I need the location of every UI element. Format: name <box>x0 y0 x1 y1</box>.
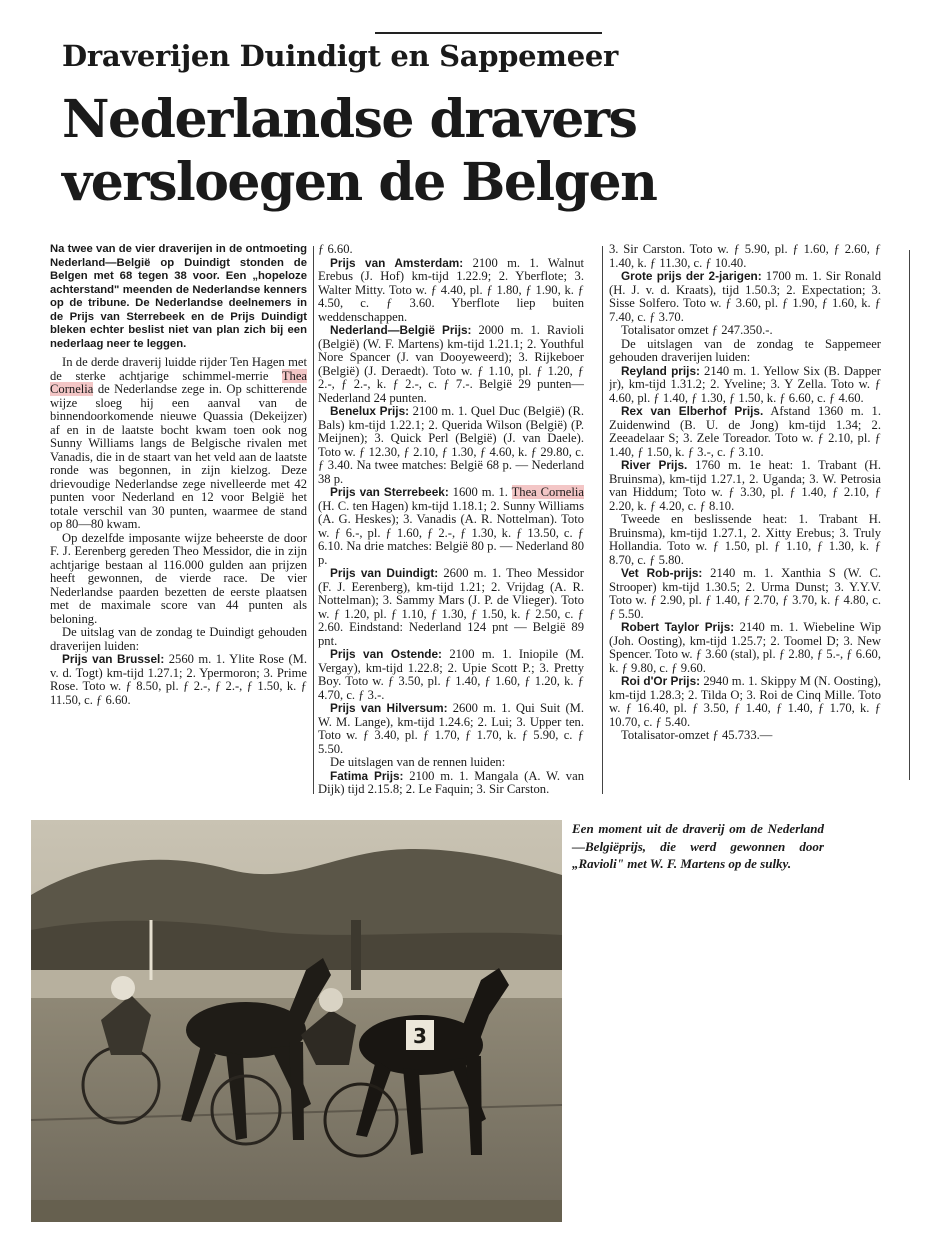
result-fatima-prijs: Fatima Prijs: 2100 m. 1. Mangala (A. W. van Dijk) tijd 2.15.8; 2. Le Faquin; 3. Sir Carston. <box>318 768 584 796</box>
photo-illustration <box>31 820 562 1222</box>
kicker-headline: Draverijen Duindigt en Sappemeer <box>62 39 618 73</box>
totalisator-1: Totalisator omzet ƒ 247.350.-. <box>621 323 773 337</box>
result-prijs-van-amsterdam: Prijs van Amsterdam: 2100 m. 1. Walnut Erebus (J. Hof) km-tijd 1.22.9; 2. Yberflote; 3. Walter Mitty. Toto w. ƒ 4.40, pl. ƒ 1.80, ƒ 1.90, k. ƒ 4.50, c. ƒ 3.60. Yberflote liep buiten weddenschappen. <box>318 255 584 324</box>
column-3 <box>609 243 881 798</box>
paragraph-2: Op dezelfde imposante wijze beheerste de door F. J. Eerenberg gereden Theo Messidor, die in zijn achtjarige bestaan al 116.000 gulden aan prijzen heeft gewonnen, de vierde race. De vier Nederlandse paarden bezetten de eerste plaatsen met de maximale score van 44 punten als beloning. <box>50 530 307 626</box>
harness-racing-photo <box>31 820 562 1222</box>
column-divider-2 <box>602 246 603 794</box>
column-divider-3 <box>909 250 910 780</box>
result-benelux-prijs: Benelux Prijs: 2100 m. 1. Quel Duc (België) (R. Bals) km-tijd 1.22.1; 2. Querida Wilson (België) (P. Meijnen); 3. Quick Perl (België) (J. van Daele). Toto w. ƒ 12.30, ƒ 2.10, ƒ 1.30, ƒ 4.60, k. ƒ 29.80, c. ƒ 3.40. Na twee matches: België 68 p. — Nederland 38 p. <box>318 404 584 486</box>
paragraph-1: In de derde draverij luidde rijder Ten Hagen met de sterke achtjarige schimmel-merrie Thea Cornelia de Nederlandse zege in. Op schitterende wijze sloeg hij een aanval van de binnendoorkomende nieuwe Quassia (Dekeijzer) af en in de laatste bocht kwam toen ook nog Sunny Williams langs de Belgische rivalen met Vanadis, die in de staart van het veld aan de laatste ronde was begonnen, in zijn kielzog. Deze drievoudige Nederlandse zege nivelleerde met 42 punten voor Nederland en 12 voor België het totale verschil van 30 punten, waarmee de stand op 80—80 kwam. <box>50 355 307 531</box>
result-prijs-van-sterrebeek: Prijs van Sterrebeek: 1600 m. 1. Thea Cornelia (H. C. ten Hagen) km-tijd 1.18.1; 2. Sunny Williams (A. G. Heskes); 3. Vanadis (A. R. Nottelman). Toto w. ƒ 6.-, pl. ƒ 1.60, ƒ 2.-, ƒ 1.30, k. ƒ 13.50, c. ƒ 6.10. Na drie matches: België 80 p. — Nederland 80 p. <box>318 485 584 567</box>
result-prijs-van-brussel: Prijs van Brussel: 2560 m. 1. Ylite Rose (M. v. d. Togt) km-tijd 1.27.1; 2. Ypermoron; 3. Prime Rose. Toto w. ƒ 8.50, pl. ƒ 2.-, ƒ 2.-, ƒ 1.50, k. ƒ 11.50, c. ƒ 6.60. <box>50 652 307 707</box>
column-1 <box>50 243 307 798</box>
result-prijs-van-hilversum: Prijs van Hilversum: 2600 m. 1. Qui Suit (M. W. M. Lange), km-tijd 1.24.6; 2. Lui; 3. Upper ten. Toto w. ƒ 3.40, pl. ƒ 1.70, ƒ 1.70, k. ƒ 5.90, c. ƒ 5.50. <box>318 701 584 756</box>
paragraph-3: De uitslag van de zondag te Duindigt gehouden draverijen luiden: <box>50 625 307 653</box>
result-robert-taylor-prijs: Robert Taylor Prijs: 2140 m. 1. Wiebeline Wip (Joh. Oosting), km-tijd 1.25.7; 2. Toomel D; 3. New Spencer. Toto w. ƒ 3.60 (stal), pl. ƒ 2.80, ƒ 5.-, ƒ 6.60, k. ƒ 9.80, c. ƒ 9.60. <box>609 620 881 675</box>
result-nederland-belgie-prijs: Nederland—België Prijs: 2000 m. 1. Ravioli (België) (W. F. Martens) km-tijd 1.21.1; 2. Youthful Nore Spancer (J. van Dooyeweerd); 3. Rijkeboer (België) (J. Deraedt). Toto w. ƒ 1.10, pl. ƒ 1.20, ƒ 2.-, ƒ 2.-, k. ƒ 2.-, c. ƒ 7.-. België 29 punten—Nederland 24 punten. <box>318 323 584 405</box>
carry-over: 3. Sir Carston. Toto w. ƒ 5.90, pl. ƒ 1.60, ƒ 2.60, ƒ 1.40, k. ƒ 11.30, c. ƒ 10.40. <box>609 243 881 270</box>
carry-over: ƒ 6.60. <box>318 243 353 256</box>
result-vet-rob-prijs: Vet Rob-prijs: 2140 m. 1. Xanthia S (W. C. Strooper) km-tijd 1.30.5; 2. Urma Dunst; 3. Y.Y.V. Toto w. ƒ 2.90, pl. ƒ 1.40, ƒ 2.70, ƒ 3.70, k. ƒ 4.80, c. ƒ 5.50. <box>609 566 881 621</box>
second-heat: Tweede en beslissende heat: 1. Trabant H. Bruinsma), km-tijd 1.27.1, 2. Xitty Erebus; 3. Truly Hollandia. Toto w. ƒ 1.50, pl. ƒ 1.10, ƒ 1.30, k. ƒ 8.70, c. ƒ 5.80. <box>609 512 881 567</box>
column-divider-1 <box>313 246 314 794</box>
rennen-intro: De uitslagen van de rennen luiden: <box>330 755 506 769</box>
photo-caption: Een moment uit de draverij om de Nederland—Belgiëprijs, die werd gewonnen door „Ravioli" met W. F. Martens op de sulky. <box>572 821 824 871</box>
highlighted-name: Thea Cornelia <box>511 485 584 499</box>
highlighted-name: Thea Cornelia <box>50 368 307 396</box>
totalisator-2: Totalisator-omzet ƒ 45.733.— <box>621 728 773 742</box>
result-prijs-van-ostende: Prijs van Ostende: 2100 m. 1. Iniopile (M. Vergay), km-tijd 1.22.8; 2. Upie Scott P.; 3. Pretty Boy. Toto w. ƒ 3.50, pl. ƒ 1.40, ƒ 1.60, ƒ 1.20, k. ƒ 4.70, c. ƒ 3.-. <box>318 647 584 702</box>
lead-paragraph: Na twee van de vier draverijen in de ontmoeting Nederland—België op Duindigt stonden de Belgen met 68 tegen 38 voor. Een „hopeloze achterstand" meenden de Nederlandse kenners op de tribune. De Nederlandse deelnemers in de Prijs van Sterrebeek en de Prijs Duindigt bleken echter beslist niet van plan zich bij een nederlaag neer te leggen. <box>50 243 307 350</box>
svg-text:3: 3 <box>413 1024 427 1048</box>
result-rex-van-elberhof-prijs: Rex van Elberhof Prijs. Afstand 1360 m. 1. Zuidenwind (B. U. de Jong) km-tijd 1.34; 2. Zeeadelaar S; 3. Zele Toreador. Toto w. ƒ 2.10, pl. ƒ 1.40, ƒ 1.50, k. ƒ 3.-, c. ƒ 3.10. <box>609 404 881 459</box>
sappemeer-intro: De uitslagen van de zondag te Sappemeer gehouden draverijen luiden: <box>609 336 881 364</box>
top-rule <box>375 32 602 34</box>
headline-line-2: versloegen de Belgen <box>62 152 657 213</box>
column-2 <box>318 243 584 798</box>
headline-line-1: Nederlandse dravers <box>62 89 637 150</box>
result-grote-prijs-2-jarigen: Grote prijs der 2-jarigen: 1700 m. 1. Sir Ronald (H. J. v. d. Kraats), tijd 1.50.3; 2. Expectation; 3. Sisse Solfero. Toto w. ƒ 3.60, pl. ƒ 1.90, ƒ 1.60, k. ƒ 7.40, c. ƒ 3.70. <box>609 269 881 324</box>
result-river-prijs: River Prijs. 1760 m. 1e heat: 1. Trabant (H. Bruinsma), km-tijd 1.27.1, 2. Uganda; 3. W. Petrosia van Hiddum; Toto w. ƒ 3.30, pl. ƒ 1.40, ƒ 2.10, ƒ 2.20, k. ƒ 4.20, c. ƒ 8.10. <box>609 458 881 513</box>
result-roi-dor-prijs: Roi d'Or Prijs: 2940 m. 1. Skippy M (N. Oosting), km-tijd 1.28.3; 2. Tilda O; 3. Roi de Cinq Mille. Toto w. ƒ 16.40, pl. ƒ 3.50, ƒ 1.40, ƒ 1.40, ƒ 1.70, k. ƒ 10.70, c. ƒ 5.40. <box>609 674 881 729</box>
result-reyland-prijs: Reyland prijs: 2140 m. 1. Yellow Six (B. Dapper jr), km-tijd 1.31.2; 2. Yveline; 3. Y Zella. Toto w. ƒ 4.60, pl. ƒ 1.40, ƒ 1.30, ƒ 1.50, k. ƒ 6.60, c. ƒ 4.60. <box>609 363 881 405</box>
result-prijs-van-duindigt: Prijs van Duindigt: 2600 m. 1. Theo Messidor (F. J. Eerenberg), km-tijd 1.21; 2. Vrijdag (A. R. Nottelman); 3. Sammy Mars (J. P. de Vlieger). Toto w. ƒ 1.20, pl. ƒ 1.10, ƒ 1.30, ƒ 1.50, k. ƒ 2.50, c. ƒ 2.60. Eindstand: Nederland 124 pnt — België 89 pnt. <box>318 566 584 648</box>
